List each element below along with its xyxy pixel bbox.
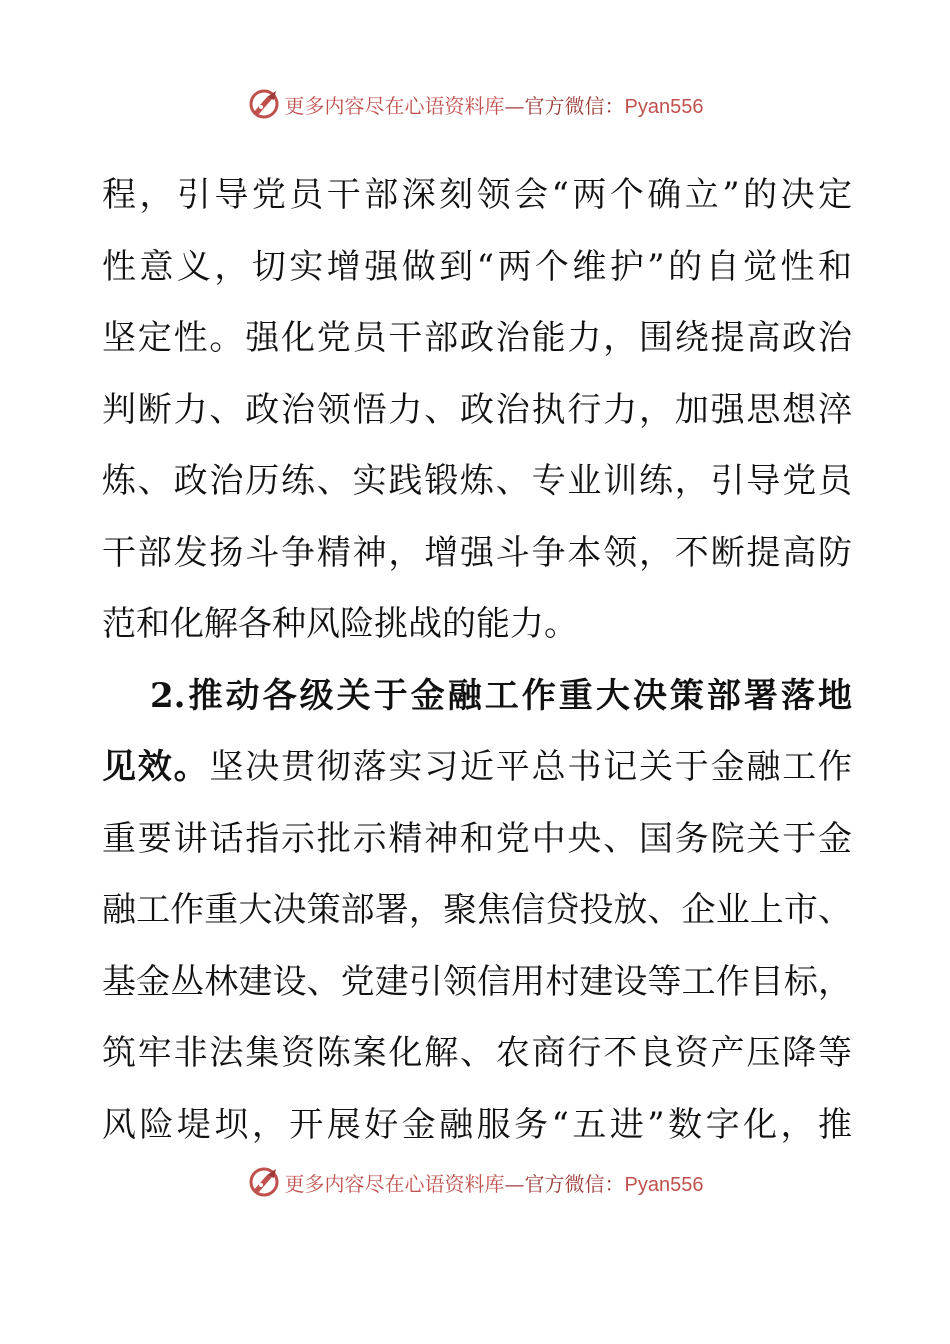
text-line: 筑牢非法集资陈案化解、农商行不良资产压降等 (102, 1033, 852, 1073)
text-line: 重要讲话指示批示精神和党中央、国务院关于金 (102, 818, 852, 859)
text-run: 坚决贯彻落实习近平总书记关于金融工作 (209, 747, 853, 787)
text-line: 风险堤坝，开展好金融服务“五进”数字化，推 (102, 1104, 852, 1145)
watermark-part1: 更多内容尽在心语资料库 (284, 1171, 505, 1196)
text-line: 干部发扬斗争精神，增强斗争本领，不断提高防 (102, 532, 852, 573)
pen-nib-logo-icon (247, 87, 281, 121)
text-line: 坚定性。强化党员干部政治能力，围绕提高政治 (102, 318, 852, 358)
text-line (102, 732, 852, 804)
watermark-part3: Pyan556 (624, 95, 704, 118)
watermark-part1: 更多内容尽在心语资料库 (284, 93, 505, 118)
text-line: 基金丛林建设、党建引领信用村建设等工作目标， (102, 961, 852, 1002)
section-heading: 2.推动各级关于金融工作重大决策部署落地 (150, 675, 852, 716)
watermark-part2: —官方微信： (504, 1171, 625, 1196)
section-heading-end: 见效。 (102, 747, 210, 787)
pen-nib-logo-icon (247, 1165, 281, 1199)
document-body (102, 160, 852, 1161)
watermark-banner-top (0, 82, 950, 126)
text-line: 程，引导党员干部深刻领会“两个确立”的决定 (102, 175, 852, 215)
watermark-part3: Pyan556 (624, 1173, 704, 1196)
text-line: 判断力、政治领悟力、政治执行力，加强思想淬 (102, 389, 852, 430)
text-line: 性意义，切实增强做到“两个维护”的自觉性和 (102, 246, 852, 287)
text-line: 炼、政治历练、实践锻炼、专业训练，引导党员 (102, 461, 852, 501)
text-line: 融工作重大决策部署，聚焦信贷投放、企业上市、 (102, 890, 852, 930)
watermark-part2: —官方微信： (504, 93, 625, 118)
watermark-text (285, 90, 704, 119)
text-line: 范和化解各种风险挑战的能力。 (102, 604, 578, 644)
watermark-text (285, 1168, 704, 1197)
watermark-banner-bottom (0, 1160, 950, 1204)
